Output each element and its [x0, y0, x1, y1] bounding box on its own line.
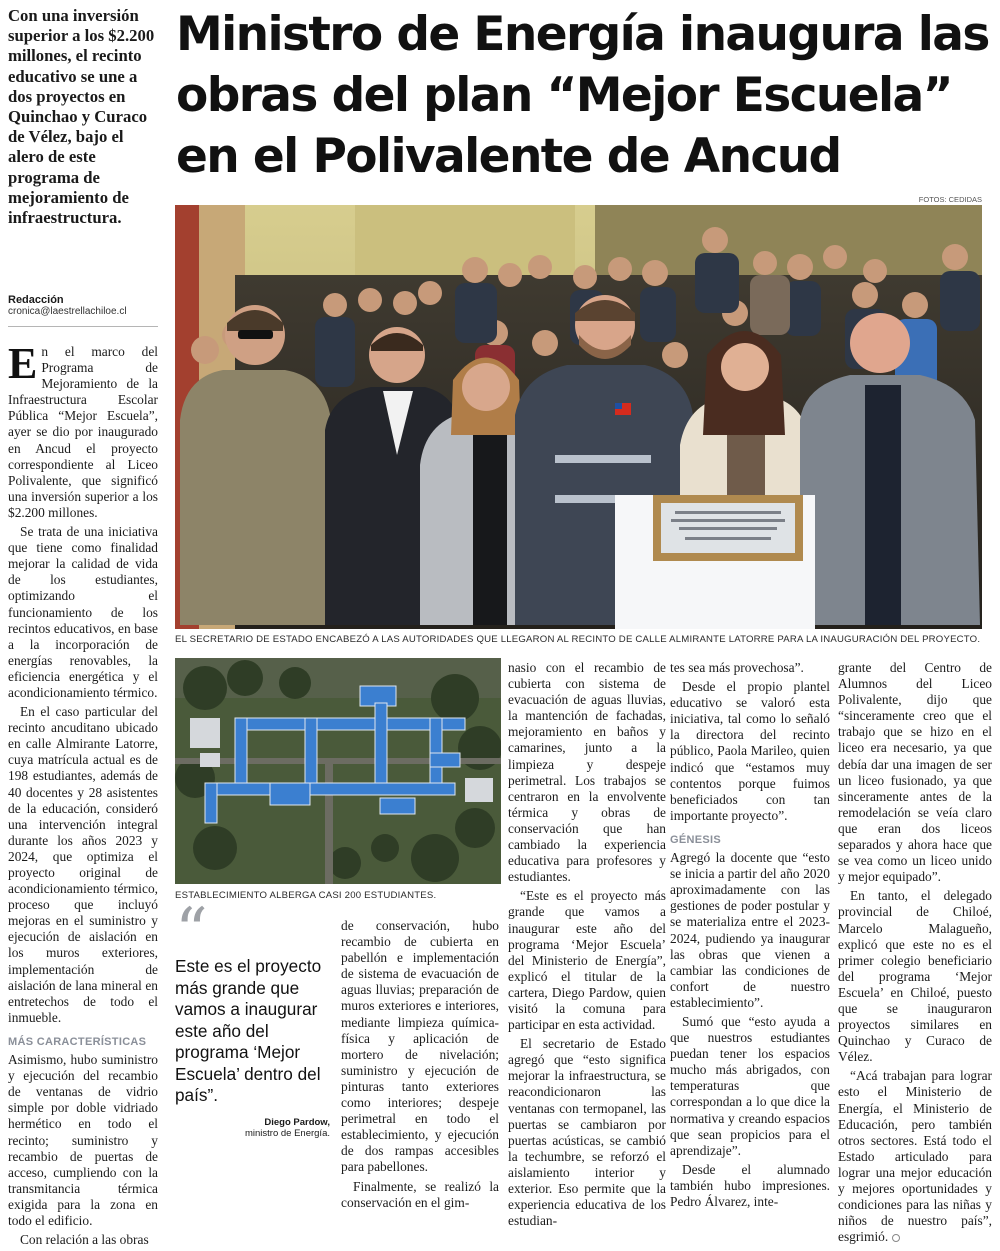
paragraph: En el caso particular del recinto ancuditano ubicado en calle Almirante Latorre, cuya matrícula actual es de 198 estudiantes, además de 40 docentes y 28 asistentes de la educación, consideró una intervención integral durante los años 2023 y 2024, que optimiza el proyecto original de acondicionamiento térmico, proceso que incluyó mejoras en el suministro y ejecución de aislación en los muros exteriores, implementación de aislación de lana mineral en entretechos de todo el inmueble. [8, 704, 158, 1025]
paragraph: En el marco del Programa de Mejoramiento de la Infraestructura Escolar Pública “Mejor Escuela”, ayer se dio por inaugurado en Ancud el proyecto correspondiente al Liceo Polivalente, que significó una inversión superior a los $2.200 millones. [8, 339, 158, 520]
aerial-photo-illustration [175, 658, 501, 884]
photo-credit: FOTOS: CEDIDAS [918, 195, 982, 204]
paragraph: Sumó que “esto ayuda a que nuestros estudiantes puedan tener los espacios mucho más abrigados, con temperaturas que correspondan a lo que dice la normativa y creando espacios que sean propicios para el aprendizaje”. [670, 1013, 830, 1158]
aerial-photo-caption: ESTABLECIMIENTO ALBERGA CASI 200 ESTUDIANTES. [175, 890, 437, 901]
main-photo-caption: EL SECRETARIO DE ESTADO ENCABEZÓ A LAS AUTORIDADES QUE LLEGARON AL RECINTO DE CALLE ALMIRANTE LATORRE PARA LA INAUGURACIÓN DEL PROYECTO. [175, 634, 981, 645]
pull-quote [175, 895, 330, 1139]
quote-marks-icon: “ [175, 895, 202, 969]
body-column-5 [838, 660, 992, 1248]
paragraph: grante del Centro de Alumnos del Liceo Polivalente, dijo que “sinceramente creo que el trabajo que se hizo en el liceo era necesario, ya que debía dar una imagen de ser un liceo fusionado, ya que sinceramente antes de la remodelación se veía claro que eran dos liceos separados y ahora hace que se vea como un liceo unido y mejor equipado”. [838, 660, 992, 885]
paragraph: “Este es el proyecto más grande que vamos a inaugurar este año del programa ‘Mejor Escuela’ del Ministerio de Energía”, explicó el titular de la cartera, Diego Pardow, quien visitó la comuna para participar en esta actividad. [508, 888, 666, 1033]
byline-author: Redacción [8, 294, 64, 306]
paragraph: “Acá trabajan para lograr esto el Ministerio de Energía, el Ministerio de Educación, pero también otros sectores. Está todo el Estado articulado para lograr una mejor educación y mejores oportunidades y condiciones para las niñas y niños de nuestro país”, esgrimió. [838, 1068, 992, 1245]
body-column-1 [8, 339, 158, 1251]
paragraph: El secretario de Estado agregó que “esto significa mejorar la infraestructura, se reacondicionaron las ventanas con termopanel, las puertas se cambiaron por puertas acústicas, se cambió la techumbre, se reforzó el aislamiento interior y exterior. Eso permite que la experiencia educativa de los estudian- [508, 1036, 666, 1229]
paragraph: de conservación, hubo recambio de cubierta en pabellón e implementación de sistema de evacuación de aguas lluvias; preparación de muros exteriores e interiores, mediante limpieza química-física y aplicación de mortero de nivelación; suministro y ejecución de pinturas tanto exteriores como interiores; despeje perimetral en todo el establecimiento, y ejecución de dos rampas accesibles para pabellones. [341, 918, 499, 1175]
deck-summary: Con una inversión superior a los $2.200 millones, el recinto educativo se une a dos proyectos en Quinchao y Curaco de Vélez, bajo el alero de este programa de mejoramiento de infraestructura. [8, 6, 155, 228]
byline-email[interactable]: cronica@laestrellachiloe.cl [8, 306, 127, 317]
pull-quote-attribution [175, 1117, 330, 1139]
headline: Ministro de Energía inaugura las obras del plan “Mejor Escuela” en el Polivalente de Ancud [176, 7, 989, 184]
byline [8, 294, 160, 317]
body-column-4 [670, 660, 830, 1213]
pull-quote-text: Este es el proyecto más grande que vamos a inaugurar este año del programa ‘Mejor Escuela’ dentro del país”. [175, 956, 322, 1105]
pull-quote-author: Diego Pardow, [264, 1116, 330, 1128]
body-column-3 [508, 660, 666, 1232]
main-photo [175, 205, 982, 629]
paragraph: nasio con el recambio de cubierta con sistema de evacuación de aguas lluvias, la mantención de fachadas, mejoramiento en baños y camarines, junto a la limpieza y despeje perimetral. Los trabajos se centraron en la envolvente térmica y obras de conservación que han cambiado la experiencia educativa para profesores y estudiantes. [508, 660, 666, 885]
subheading-genesis: GÉNESIS [670, 833, 722, 846]
paragraph: Se trata de una iniciativa que tiene como finalidad mejorar la calidad de vida de los estudiantes, optimizando el funcionamiento de los recintos educativos, en base a la incorporación de energías renovables, la eficiencia energética y el acondicionamiento térmico. [8, 524, 158, 700]
aerial-photo [175, 658, 501, 884]
paragraph: En tanto, el delegado provincial de Chiloé, Marcelo Malagueño, explicó que este no es el primer colegio beneficiario del programa ‘Mejor Escuela’ en Chiloé, puesto que se inauguraron proyectos similares en Quinchao y Curaco de Vélez. [838, 888, 992, 1065]
pull-quote-role: ministro de Energía. [244, 1127, 330, 1139]
end-of-article-icon [892, 1234, 900, 1242]
paragraph: Con relación a las obras [20, 1232, 149, 1248]
drop-cap: E [8, 339, 38, 388]
paragraph: Finalmente, se realizó la conservación en el gim- [341, 1178, 499, 1210]
group-photo-illustration [175, 205, 982, 629]
paragraph: Agregó la docente que “esto se inicia a partir del año 2020 aproximadamente con las gestiones de poder postular y se materializa entre el 2023-2024, pudiendo ya inaugurar las obras que vienen a cambiar las condiciones de confort de nuestro establecimiento”. [670, 850, 830, 1010]
subheading-mas-caracteristicas: MÁS CARACTERÍSTICAS [8, 1035, 147, 1048]
paragraph: Desde el propio plantel educativo se valoró esta iniciativa, tal como lo señaló la directora del recinto público, Paola Marileo, quien indicó que “estamos muy contentos porque fuimos beneficiados con tan importante proyecto”. [670, 679, 830, 823]
body-column-2 [341, 918, 499, 1214]
paragraph: tes sea más provechosa”. [670, 660, 804, 675]
paragraph: Asimismo, hubo suministro y ejecución del recambio de ventanas de vidrio simple por doble vidriado hermético en todo el recinto; suministro y recambio de puertas de acceso, cumpliendo con la transmitancia térmica exigida para la zona en todo el edificio. [8, 1052, 158, 1228]
byline-divider [8, 326, 158, 327]
paragraph: Desde el alumnado también hubo impresiones. Pedro Álvarez, inte- [670, 1161, 830, 1209]
